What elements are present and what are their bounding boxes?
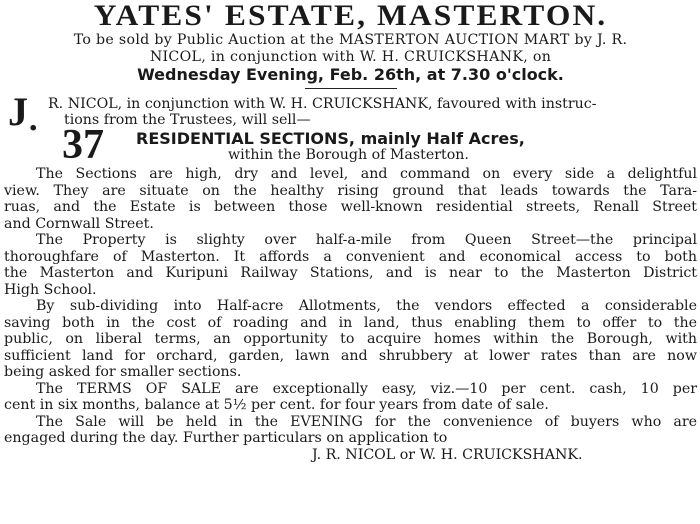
paragraph-line: cent in six months, balance at 5½ per cent. for four years from date of sale. — [4, 397, 549, 413]
signature: J. R. NICOL or W. H. CRUICKSHANK. — [312, 446, 583, 463]
drop-cap: J — [8, 89, 28, 134]
paragraph-line: The Sections are high, dry and level, and command on every side a delightful — [36, 166, 697, 182]
paragraph-line: and Cornwall Street. — [4, 215, 154, 232]
paragraph-line: the Masterton and Kuripuni Railway Stations, and is near to the Masterton District — [4, 265, 697, 281]
sections-heading-block — [4, 122, 697, 168]
auction-date: Wednesday Evening, Feb. 26th, at 7.30 o'clock. — [137, 65, 564, 84]
paragraph-terms-of-sale — [4, 381, 697, 414]
divider-rule — [305, 88, 397, 89]
paragraph-property-location — [4, 232, 697, 298]
intro-line-2: NICOL, in conjunction with W. H. CRUICKSHANK, on — [149, 48, 552, 65]
ad-title: YATES' ESTATE, MASTERTON. — [93, 0, 608, 32]
paragraph-line: ruas, and the Estate is between those well-known residential streets, Renall Street — [4, 199, 697, 215]
paragraph-sub-dividing — [4, 298, 697, 381]
paragraph-line: being asked for smaller sections. — [4, 364, 242, 380]
paragraph-line: The Property is slighty over half-a-mile from Queen Street—the principal — [36, 232, 697, 248]
paragraph-line: thoroughfare of Masterton. It affords a convenient and economical access to both — [4, 248, 697, 265]
opening-line-1: R. NICOL, in conjunction with W. H. CRUICKSHANK, favoured with instruc- — [48, 96, 597, 112]
paragraph-sections-description — [4, 166, 697, 232]
sections-heading: RESIDENTIAL SECTIONS, mainly Half Acres, — [136, 129, 525, 148]
paragraph-line: By sub-dividing into Half-acre Allotments, the vendors effected a considerable — [36, 298, 697, 314]
sections-subheading: within the Borough of Masterton. — [228, 147, 469, 163]
section-count: 37 — [62, 122, 104, 168]
paragraph-line: The Sale will be held in the EVENING for the convenience of buyers who are — [36, 413, 697, 430]
paragraph-line: saving both in the cost of roading and in land, thus enabling them to offer to the — [4, 314, 697, 331]
opening-block — [4, 89, 697, 138]
paragraph-line: The TERMS OF SALE are exceptionally easy, viz.—10 per cent. cash, 10 per — [36, 380, 697, 397]
paragraph-line: view. They are situate on the healthy rising ground that leads towards the Tara- — [4, 182, 697, 199]
opening-line-2: tions from the Trustees, will sell— — [64, 112, 311, 128]
paragraph-line: engaged during the day. Further particulars on application to — [4, 430, 448, 446]
paragraph-line: public, on liberal terms, an opportunity to acquire homes within the Borough, with — [4, 331, 697, 347]
paragraph-line: sufficient land for orchard, garden, lawn and shrubbery at lower rates than are now — [4, 347, 697, 364]
intro-line-1: To be sold by Public Auction at the MASTERTON AUCTION MART by J. R. — [73, 32, 628, 48]
drop-cap-dot: . — [28, 103, 39, 138]
paragraph-line: High School. — [4, 281, 97, 298]
paragraph-evening-sale — [4, 414, 697, 447]
